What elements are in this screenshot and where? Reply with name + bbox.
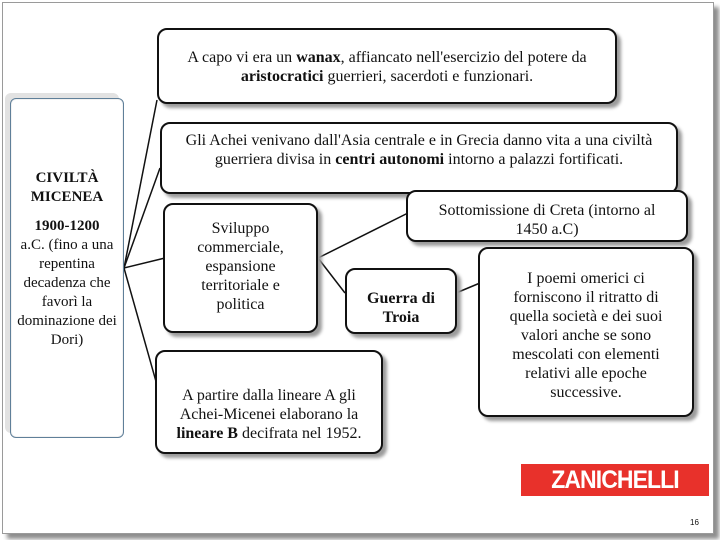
- term-aristocratici: aristocratici: [240, 68, 324, 85]
- sidebar-dates: 1900-1200: [34, 218, 100, 234]
- sidebar-body: [11, 217, 123, 350]
- box-sviluppo: Sviluppo commerciale, espansione territoriale e politica: [163, 203, 318, 333]
- box-poemi-omerici: I poemi omerici ci forniscono il ritratto di quella società e dei suoi valori anche se sono mescolati con elementi relativi alle epoche successive.: [478, 247, 694, 417]
- zanichelli-logo: ZANICHELLI: [521, 464, 709, 496]
- page-number: 16: [690, 518, 699, 527]
- connector-to-troia: [318, 258, 345, 293]
- box-creta: Sottomissione di Creta (intorno al 1450 a.C): [406, 190, 688, 242]
- box-achei: Gli Achei venivano dall'Asia centrale e in Grecia danno vita a una civiltà guerriera divisa in centri autonomi intorno a palazzi fortificati.: [160, 122, 678, 194]
- connector-to-creta: [318, 213, 408, 258]
- connector-to-lineare: [124, 268, 157, 385]
- box-wanax: A capo vi era un wanax, affiancato nell'esercizio del potere da aristocratici guerrieri, sacerdoti e funzionari.: [157, 28, 617, 104]
- sidebar-description: a.C. (fino a una repentina decadenza che favorì la dominazione dei Dori): [17, 237, 117, 348]
- term-lineare-b: lineare B: [176, 425, 238, 442]
- term-centri-autonomi: centri autonomi: [335, 151, 445, 168]
- connector-to-wanax: [124, 100, 157, 268]
- sidebar-title: CIVILTÀ MICENEA: [30, 170, 104, 205]
- connector-to-achei: [124, 168, 160, 268]
- connector-to-sviluppo: [124, 258, 165, 268]
- term-wanax: wanax: [296, 49, 341, 66]
- box-guerra-di-troia: Guerra di Troia: [345, 268, 457, 334]
- connector-to-poemi: [456, 283, 480, 293]
- box-lineare-b: A partire dalla lineare A gli Achei-Micenei elaborano la lineare B decifrata nel 1952.: [155, 350, 383, 454]
- sidebar-civilta-micenea: [10, 98, 124, 438]
